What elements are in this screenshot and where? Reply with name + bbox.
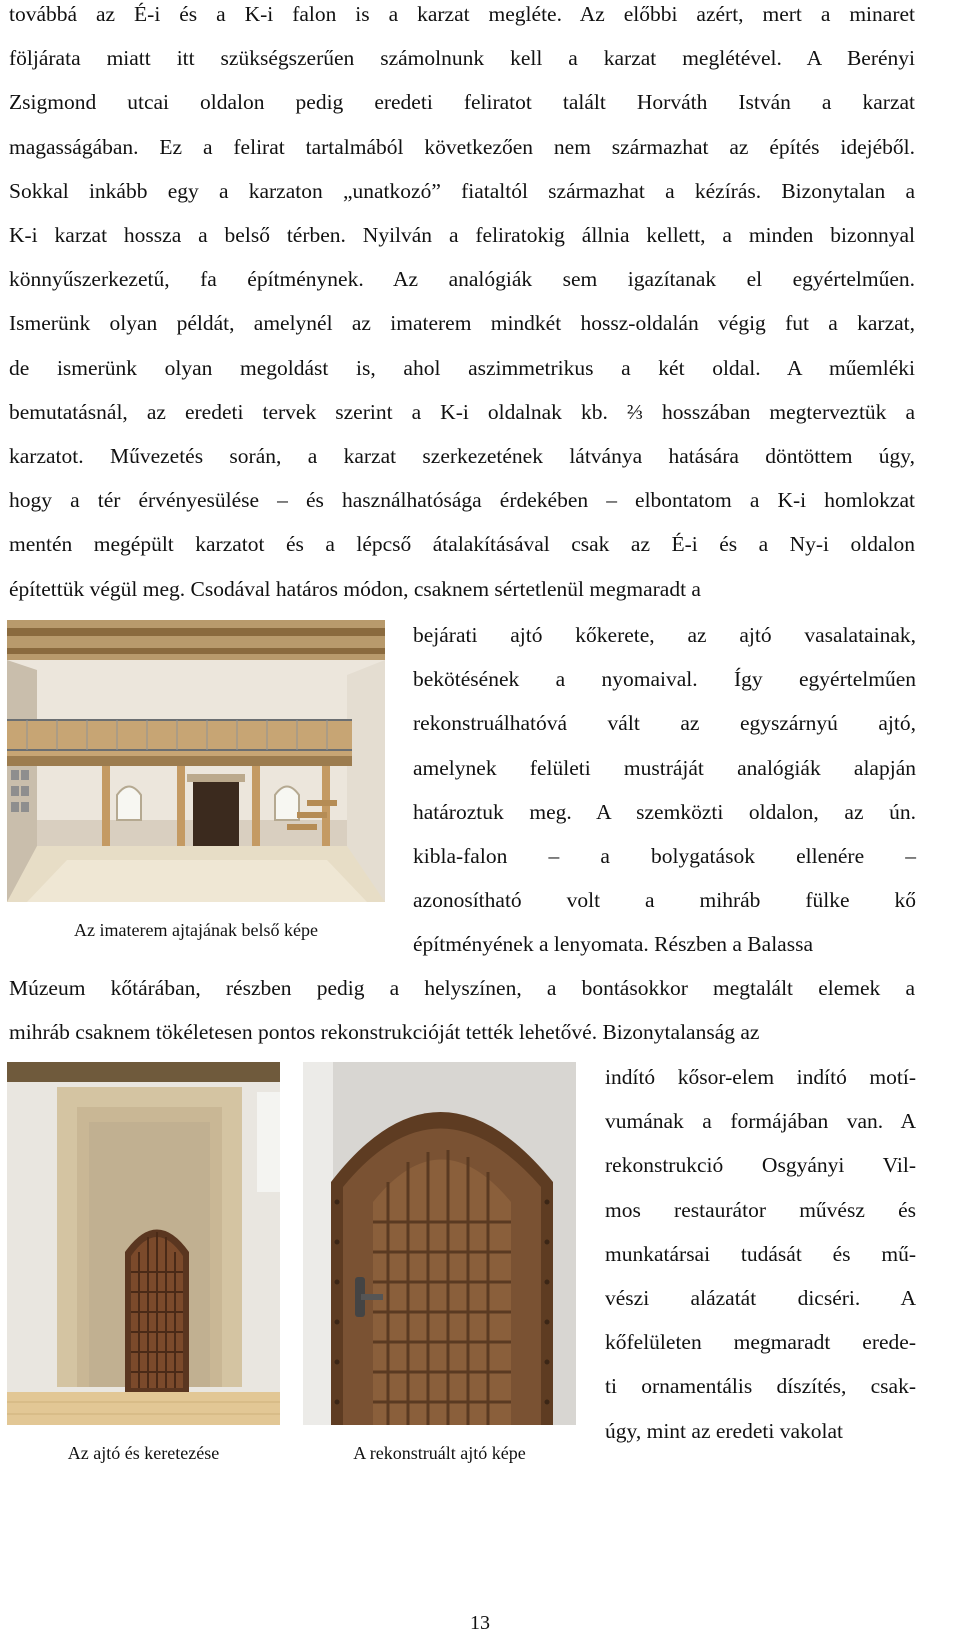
text-line: magasságában. Ez a felirat tartalmából következően nem származhat az építés idejéből. [9, 134, 915, 159]
text-line: amelynek felületi mustráját analógiák alapján [413, 755, 916, 780]
text-line: építettük végül meg. Csodával határos módon, csaknem sértetlenül megmaradt a [9, 576, 701, 601]
caption-reconstructed-door: A rekonstruált ajtó képe [353, 1443, 526, 1463]
text-line: munkatársai tudását és mű- [605, 1241, 916, 1266]
text-line: kőfelületen megmaradt erede- [605, 1330, 916, 1355]
text-line: följárata miatt itt szükségszerűen számolnunk kell a karzat meglétével. A Berényi [9, 46, 915, 71]
text-line: vészi alázatát dicséri. A [605, 1286, 916, 1310]
reconstructed-door-image [303, 1062, 576, 1425]
photo-reconstructed-door [303, 1062, 576, 1425]
text-line: vumának a formájában van. A [605, 1109, 916, 1134]
text-line: rekonstruálhatóvá vált az egyszárnyú ajtó, [413, 711, 916, 736]
door-frame-image [7, 1062, 280, 1425]
text-line: határoztuk meg. A szemközti oldalon, az ún. [413, 799, 916, 824]
photo-prayer-hall-interior [7, 620, 385, 902]
text-line: karzatot. Művezetés során, a karzat szerkezetének látványa hatására döntöttem úgy, [9, 444, 915, 468]
text-line: K-i karzat hossza a belső térben. Nyilván a feliratokig állnia kellett, a minden bizonnyal [9, 223, 915, 247]
text-line: bejárati ajtó kőkerete, az ajtó vasalatainak, [413, 623, 916, 647]
text-line: mihráb csaknem tökéletesen pontos rekonstrukcióját tették lehetővé. Bizonytalanság az [9, 1020, 760, 1045]
text-line: mos restaurátor művész és [605, 1197, 916, 1222]
text-line: továbbá az É-i és a K-i falon is a karzat megléte. Az előbbi azért, mert a minaret [9, 2, 915, 26]
text-line: hogy a tér érvényesülése – és használhatósága érdekében – elbontatom a K-i homlokzat [9, 488, 915, 513]
text-line: Sokkal inkább egy a karzaton „unatkozó” fiataltól származhat a kézírás. Bizonytalan a [9, 178, 915, 203]
text-line: mentén megépült karzatot és a lépcső átalakításával csak az É-i és a Ny-i oldalon [9, 532, 915, 557]
text-line: Zsigmond utcai oldalon pedig eredeti feliratot talált Horváth István a karzat [9, 90, 915, 115]
text-line: indító kősor-elem indító motí- [605, 1065, 916, 1089]
text-line: könnyűszerkezetű, fa építménynek. Az analógiák sem igazítanak el egyértelműen. [9, 267, 915, 292]
text-line: bekötésének a nyomaival. Így egyértelműen [413, 667, 916, 692]
text-line: építményének a lenyomata. Részben a Balassa [413, 932, 813, 957]
text-line: Ismerünk olyan példát, amelynél az imaterem mindkét hossz-oldalán végig fut a karzat, [9, 311, 915, 336]
text-line: ti ornamentális díszítés, csak- [605, 1374, 916, 1399]
prayer-hall-image [7, 620, 385, 902]
page-number: 13 [470, 1612, 490, 1634]
text-line: Múzeum kőtárában, részben pedig a helyszínen, a bontásokkor megtalált elemek a [9, 976, 915, 1000]
text-line: azonosítható volt a mihráb fülke kő [413, 888, 916, 913]
caption-prayer-hall: Az imaterem ajtajának belső képe [74, 920, 318, 940]
photo-door-frame [7, 1062, 280, 1425]
caption-door-frame: Az ajtó és keretezése [67, 1443, 220, 1463]
text-line: bemutatásnál, az eredeti tervek szerint a K-i oldalnak kb. ⅔ hosszában megterveztük a [9, 399, 915, 424]
text-line: rekonstrukció Osgyányi Vil- [605, 1153, 916, 1178]
text-line: úgy, mint az eredeti vakolat [605, 1418, 844, 1443]
text-line: de ismerünk olyan megoldást is, ahol aszimmetrikus a két oldal. A műemléki [9, 355, 915, 380]
text-line: kibla-falon – a bolygatások ellenére – [413, 844, 916, 868]
